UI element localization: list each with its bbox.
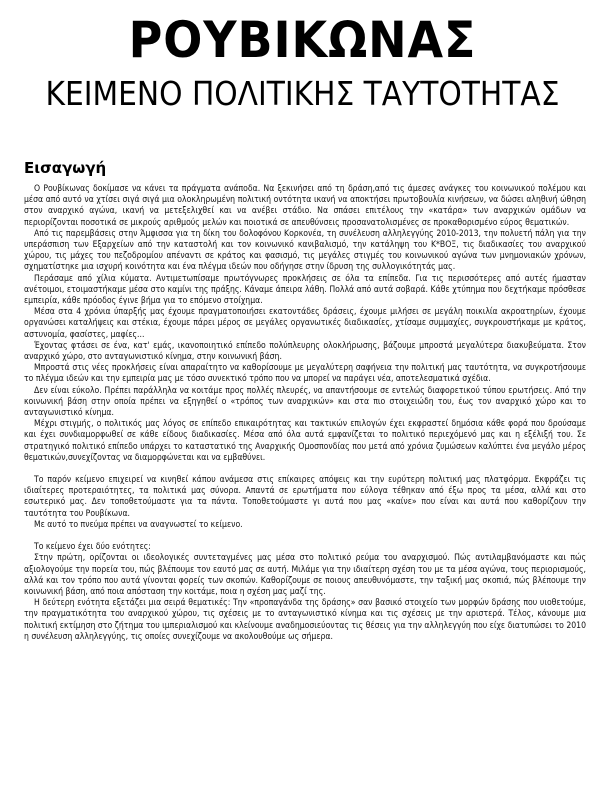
paragraph: Με αυτό το πνεύμα πρέπει να αναγνωστεί το κείμενο.	[34, 519, 243, 530]
paragraph: Μέσα στα 4 χρόνια ύπαρξής μας έχουμε πραγματοποιήσει εκατοντάδες δράσεις, έχουμε μιλήσει σε μεγάλη ποικιλία ακροατηρίων, έχουμε οργανώσει καταλήψεις και στέκια, έχουμε πάρει μέρος σε μεγάλες οργανωτικές διαδικασίες, χτίσαμε συμμαχίες, συγκρουστήκαμε με κράτος, αστυνομία, φασίστες, μαφίες...	[24, 307, 586, 340]
section-heading-introduction: Εισαγωγή	[24, 159, 107, 177]
paragraph: Το κείμενο έχει δύο ενότητες:	[34, 542, 151, 553]
document-subtitle: ΚΕΙΜΕΝΟ ΠΟΛΙΤΙΚΗΣ ΤΑΥΤΟΤΗΤΑΣ	[45, 74, 560, 113]
paragraph-spacer	[24, 464, 586, 475]
paragraph: Στην πρώτη, ορίζονται οι ιδεολογικές συντεταγμένες μας μέσα στο πολιτικό ρεύμα του αναρχισμού. Πώς αντιλαμβανόμαστε και πώς αξιολογούμε την πορεία του, πώς βλέπουμε τον εαυτό μας σε αυτή. Μιλάμε για την ιδιαίτερη σχέση του με τα μέσα αγώνα, τους περιορισμούς, αλλά και τον τρόπο που αυτά γίνονται φορείς των σκοπών. Καθορίζουμε σε ποιους απευθυνόμαστε, την ταξική μας σκοπιά, πώς βλέπουμε την κοινωνική βάση, από ποια απόσταση την κοιτάμε, ποια η σχέση μας μαζί της.	[24, 553, 586, 597]
document-body	[24, 158, 586, 643]
paragraph: Από τις παρεμβάσεις στην Άμφισσα για τη δίκη του δολοφόνου Κορκονέα, τη συνέλευση αλληλεγγύης 2010-2013, την πολυετή πάλη για την υπεράσπιση των Εξαρχείων από την καταστολή και τον κοινωνικό κανιβαλισμό, την κατάληψη του Κ*ΒΟΞ, τις διαδικασίες του αναρχικού χώρου, τις μάχες του πεζοδρομίου απέναντι σε κράτος και φασισμό, τις μεγάλες στιγμές του κοινωνικού αγώνα των μνημονιακών χρόνων, σχηματίστηκε μια ισχυρή κοινότητα και ένα πλέγμα ιδεών που οδήγησε στην ίδρυση της συλλογικότητάς μας.	[24, 228, 586, 273]
paragraph: Μπροστά στις νέες προκλήσεις είναι απαραίτητο να καθορίσουμε με μεγαλύτερη σαφήνεια την πολιτική μας ταυτότητα, να συγκροτήσουμε το πλέγμα ιδεών και την εμπειρία μας με τόσο συνεκτικό τρόπο που να μπορεί να παράγει νέα, αποτελεσματικά σχέδια.	[24, 363, 586, 385]
document-title: ΡΟΥΒΙΚΩΝΑΣ	[128, 11, 477, 69]
paragraph: Η δεύτερη ενότητα εξετάζει μια σειρά θεματικές: Την «προπαγάνδα της δράσης» σαν βασικό στοιχείο των μορφών δράσης που υιοθετούμε, την πραγματικότητα του αναρχικού χώρου, τις σχέσεις με το ανταγωνιστικό κίνημα και τις σχέσεις με την αριστερά. Τέλος, κάνουμε μια πολιτική εκτίμηση στο ζήτημα του ιμπεριαλισμού και κλείνουμε αναδημοσιεύοντας τις θέσεις για την αλληλεγγύη που είχε διατυπώσει το 2010 η συνέλευση αλληλεγγύης, τις οποίες συνεχίζουμε να ακολουθούμε ως σήμερα.	[24, 598, 586, 642]
paragraph: Δεν είναι εύκολο. Πρέπει παράλληλα να κοιτάμε προς πολλές πλευρές, να απαντήσουμε σε εντελώς διαφορετικού τύπου ερωτήσεις. Από την κοινωνική βάση στην οποία πρέπει να εξηγηθεί ο «τρόπος των αναρχικών» και στα πιο στοιχειώδη του, έως τον αναρχικό χώρο και το ανταγωνιστικό κίνημα.	[24, 385, 586, 419]
paragraph: Ο Ρουβίκωνας δοκίμασε να κάνει τα πράγματα ανάποδα. Να ξεκινήσει από τη δράση,από τις άμεσες ανάγκες του κοινωνικού πολέμου και μέσα από αυτό να χτίσει σιγά σιγά μια ολοκληρωμένη πολιτική οντότητα ικανή να αποκτήσει πρωτοβουλία κινήσεων, να δώσει αληθινή ώθηση στον αναρχικό αγώνα, ικανή να μετεξελιχθεί και να ανέβει στάδιο. Να σπάσει επιτέλους την «κατάρα» των αναρχικών ομάδων να περιορίζονται ποσοτικά σε μικρούς αριθμούς μελών και ποιοτικά σε απευθύνσεις προσανατολισμένες σε προκαθορισμένο εύρος θεματικών.	[24, 184, 586, 228]
paragraph-spacer	[24, 531, 586, 542]
paragraph: Μέχρι στιγμής, ο πολιτικός μας λόγος σε επίπεδο επικαιρότητας και τακτικών επιλογών έχει εκφραστεί δημόσια κάθε φορά που δρούσαμε και έχει συνδιαμορφωθεί σε κάθε είδους διαδικασίες. Μέσα από όλα αυτά εμφανίζεται το πολιτικό περιεχόμενό μας και η εξέλιξή του. Σε στρατηγικό πολιτικό επίπεδο υπάρχει το καταστατικό της Αναρχικής Ομοσπονδίας που μετά από χρόνια ζυμώσεων καλύπτει ένα μεγάλο μέρος θεματικών,συνεχίζοντας να διαμορφώνεται και να εμβαθύνει.	[24, 419, 586, 463]
paragraph: Το παρόν κείμενο επιχειρεί να κινηθεί κάπου ανάμεσα στις επίκαιρες απόψεις και την ευρύτερη πολιτική μας πλατφόρμα. Εκφράζει τις ιδιαίτερες προτεραιότητες, τα πολιτικά μας σύνορα. Απαντά σε ερωτήματα που εύλογα τέθηκαν από έξω προς τα μέσα, αλλά και στο εσωτερικό μας. Δεν τοποθετούμαστε για τα πάντα. Τοποθετούμαστε γι αυτά που μας «καίνε» που είναι και αυτά που καθορίζουν την ταυτότητα του Ρουβίκωνα.	[24, 475, 586, 519]
paragraph: Περάσαμε από χίλια κύματα. Αντιμετωπίσαμε πρωτόγνωρες προκλήσεις σε όλα τα επίπεδα. Για τις περισσότερες από αυτές ήμασταν ανέτοιμοι, ετοιμαστήκαμε μέσα στο καμίνι της πράξης. Κάναμε άπειρα λάθη. Πολλά από αυτά σοβαρά. Κάθε χτύπημα που δεχτήκαμε πρόσθεσε εμπειρία, κάθε πρόοδος έγινε βήμα για το επόμενο στοίχημα.	[24, 273, 586, 307]
paragraph: Έχοντας φτάσει σε ένα, κατ' εμάς, ικανοποιητικό επίπεδο πολύπλευρης ολοκλήρωσης, βάζουμε μπροστά μεγαλύτερα διακυβεύματα. Στον αναρχικό χώρο, στο ανταγωνιστικό κίνημα, στην κοινωνική βάση.	[24, 340, 586, 363]
